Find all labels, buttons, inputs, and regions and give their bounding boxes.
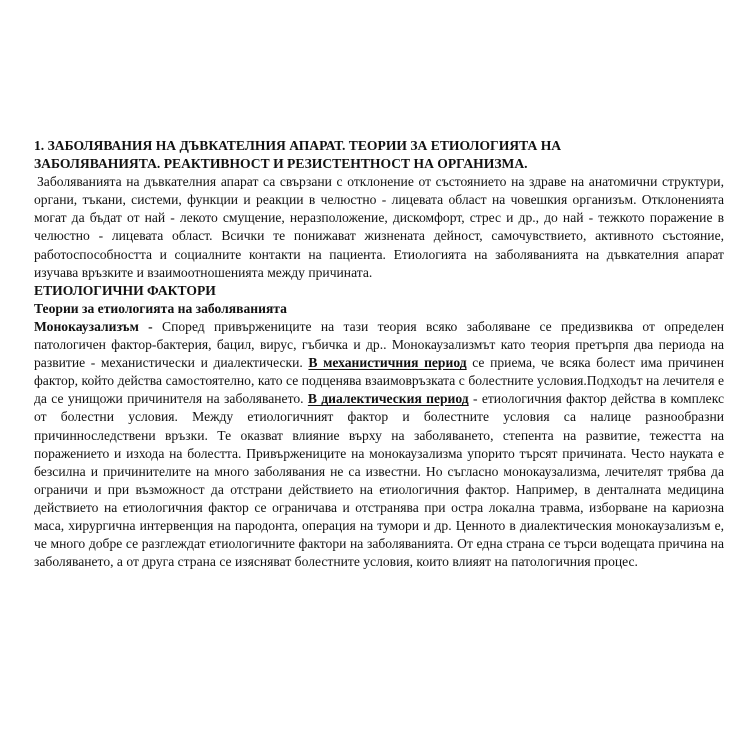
paragraph-text-3: - етиологичния фактор действа в комплекс от болестни условия. Между етиологичният фактор и болестните условия са налице разнообразни причинноследствени връзки. Те оказват влияние върху на заболяването, степента на развитие, тежестта на поражението и изхода на болестта. Привържениците на монокаузализма упорито търсят причината. Често науката е безсилна и причинителите на много заболявания не са известни. Но съгласно монокаузализма, лечителят трябва да ограничи и при възможност да отстрани действието на етиологичния фактор. Например, в денталната медицина действието на етиологичния фактор се ограничава и отстранява при остра локална травма, изборване на кариозна маса, хирургична интервенция на пародонта, операция на тумори и др. Ценното в диалектическия монокаузализъм е, че много добре се разглеждат етиологичните фактори на заболяванията. От една страна се търси водещата причина на заболяването, а от друга страна се изясняват болестните условия, които влияят на патологичния процес.: [34, 391, 725, 570]
section-heading: ЕТИОЛОГИЧНИ ФАКТОРИ: [34, 282, 216, 298]
paragraph-text-1: Според привържениците на тази теория всяко заболяване се предизвиква от определен патологичен фактор-бактерия, бацил, вирус, гъбичка и др.. Монокаузализмът като теория претърпя два периода на развитие - механистически и диалектически.: [34, 318, 724, 371]
mechanistic-period-term: В механистичния период: [308, 355, 467, 371]
document-title: [34, 137, 724, 173]
title-line-2: ЗАБОЛЯВАНИЯТА. РЕАКТИВНОСТ И РЕЗИСТЕНТНОСТ НА ОРГАНИЗМА.: [34, 156, 528, 172]
term-monocausalism: Монокаузализъм -: [34, 318, 153, 334]
document-body: [34, 137, 724, 571]
paragraph-text-2: се приема, че всяка болест има причинен фактор, който действа самостоятелно, като се подценява взаимовръзката с болестните условия.Подходът на лечителя е да се унищожи причинителя на заболяването.: [34, 355, 724, 407]
dialectical-period-term: В диалектическия период: [307, 391, 469, 407]
intro-paragraph: Заболяванията на дъвкателния апарат са свързани с отклонение от състоянието на здраве на анатомични структури, органи, тъкани, системи, функции и реакции в челюстно - лицевата област на човешкия организъм. Отклоненията могат да бъдат от най - лекото смущение, неразположение, дискомфорт, стрес и др., до най - тежкото поражение в челюстно - лицевата област. Всички те понижават жизнената дейност, самочувствието, активното състояние, работоспособността и социалните контакти на пациента. Етиологията на заболяванията на дъвкателния апарат изучава връзките и взаимоотношенията между причината.: [34, 174, 724, 280]
subsection-heading: Теории за етиологията на заболяванията: [34, 300, 287, 316]
title-line-1: 1. ЗАБОЛЯВАНИЯ НА ДЪВКАТЕЛНИЯ АПАРАТ. ТЕОРИИ ЗА ЕТИОЛОГИЯТА НА: [34, 138, 562, 153]
monocausalism-paragraph: [34, 318, 724, 571]
